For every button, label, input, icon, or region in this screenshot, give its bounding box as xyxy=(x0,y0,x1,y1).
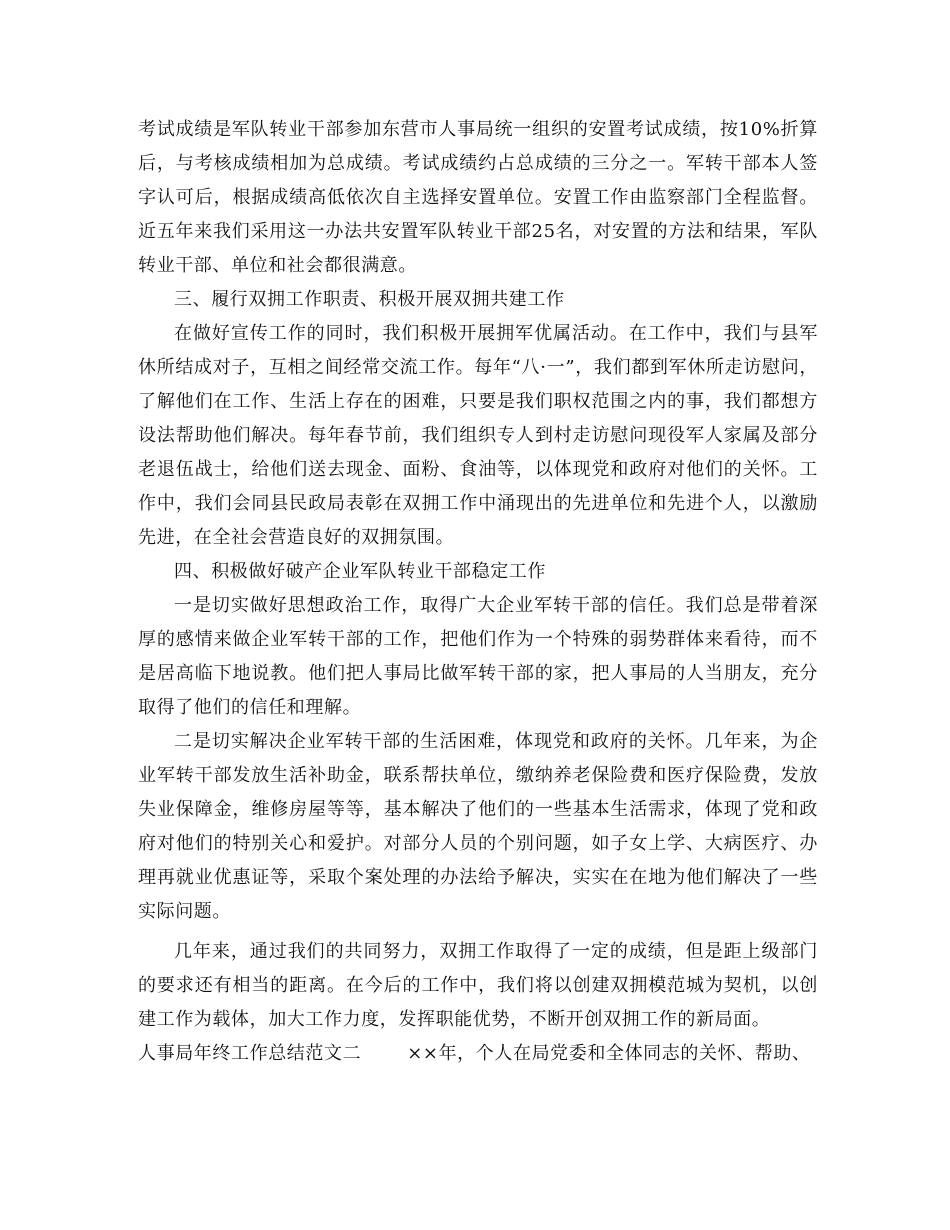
next-document-opening: ××年，个人在局党委和全体同志的关怀、帮助、 xyxy=(407,1043,811,1064)
section-heading-four: 四、积极做好破产企业军队转业干部稳定工作 xyxy=(174,561,546,582)
paragraph-conclusion: 几年来，通过我们的共同努力，双拥工作取得了一定的成绩，但是距上级部门的要求还有相当的距离。在今后的工作中，我们将以创建双拥模范城为契机，以创建工作为载体，加大工作力度，发挥职能优势，不断开创双拥工作的新局面。 xyxy=(138,941,818,1030)
document-body xyxy=(138,113,818,1071)
next-document-line xyxy=(138,1037,818,1071)
paragraph-ideological-work: 一是切实做好思想政治工作，取得广大企业军转干部的信任。我们总是带着深厚的感情来做企业军转干部的工作，把他们作为一个特殊的弱势群体来看待，而不是居高临下地说教。他们把人事局比做军转干部的家，把人事局的人当朋友，充分取得了他们的信任和理解。 xyxy=(138,595,818,718)
paragraph-living-difficulties: 二是切实解决企业军转干部的生活困难，体现党和政府的关怀。几年来，为企业军转干部发放生活补助金，联系帮扶单位，缴纳养老保险费和医疗保险费，发放失业保障金，维修房屋等等，基本解决了他们的一些基本生活需求，体现了党和政府对他们的特别关心和爱护。对部分人员的个别问题，如子女上学、大病医疗、办理再就业优惠证等，采取个案处理的办法给予解决，实实在在地为他们解决了一些实际问题。 xyxy=(138,731,818,922)
section-heading-three: 三、履行双拥工作职责、积极开展双拥共建工作 xyxy=(174,289,565,310)
next-document-title: 人事局年终工作总结范文二 xyxy=(138,1043,362,1064)
paragraph-support-army: 在做好宣传工作的同时，我们积极开展拥军优属活动。在工作中，我们与县军休所结成对子，互相之间经常交流工作。每年“八·一”，我们都到军休所走访慰问，了解他们在工作、生活上存在的困难，只要是我们职权范围之内的事，我们都想方设法帮助他们解决。每年春节前，我们组织专人到村走访慰问现役军人家属及部分老退伍战士，给他们送去现金、面粉、食油等，以体现党和政府对他们的关怀。工作中，我们会同县民政局表彰在双拥工作中涌现出的先进单位和先进个人，以激励先进，在全社会营造良好的双拥氛围。 xyxy=(138,323,818,548)
paragraph-exam-score: 考试成绩是军队转业干部参加东营市人事局统一组织的安置考试成绩，按10%折算后，与考核成绩相加为总成绩。考试成绩约占总成绩的三分之一。军转干部本人签字认可后，根据成绩高低依次自主选择安置单位。安置工作由监察部门全程监督。近五年来我们采用这一办法共安置军队转业干部25名，对安置的方法和结果，军队转业干部、单位和社会都很满意。 xyxy=(138,119,818,276)
